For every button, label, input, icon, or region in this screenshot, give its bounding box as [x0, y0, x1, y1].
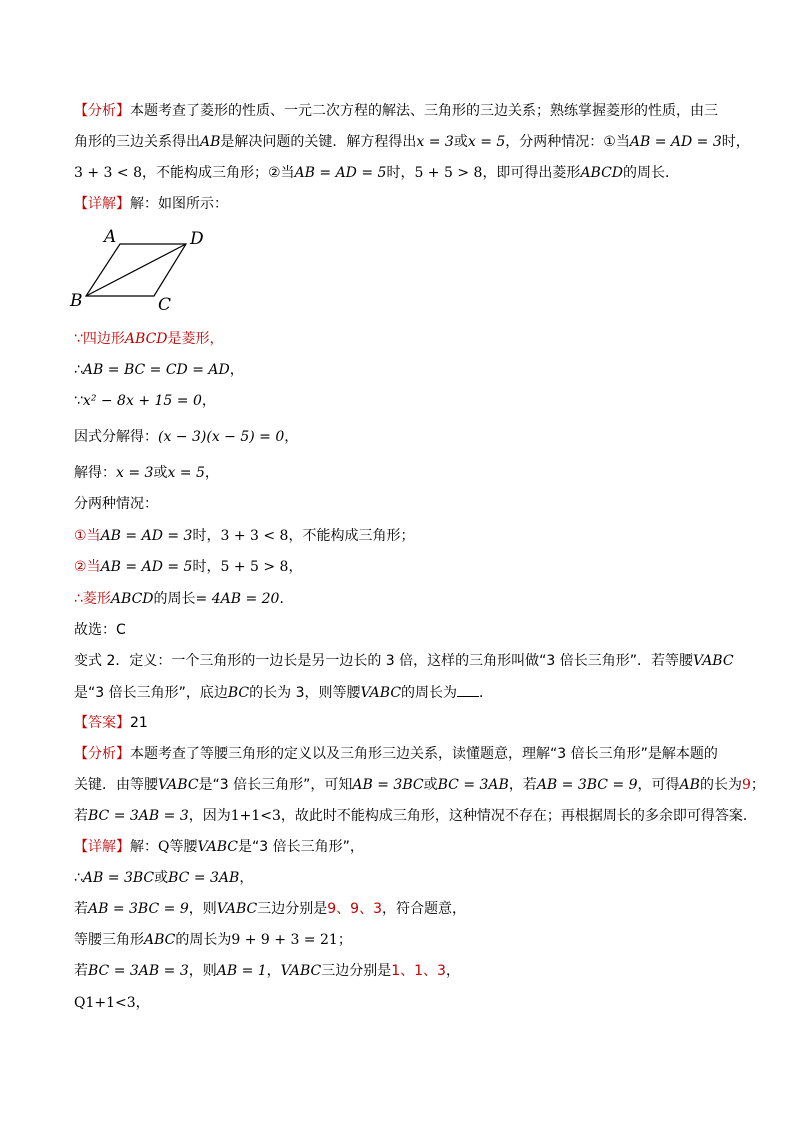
- sol1-line7: ①当AB = AD = 3时，3 + 3 < 8，不能构成三角形；: [74, 528, 415, 544]
- diagonal-bd: [86, 244, 186, 296]
- analysis2-line2: 关键．由等腰VABC是“3 倍长三角形”，可知AB = 3BC或BC = 3AB，若AB = 3BC = 9，可得AB的长为9；: [74, 777, 765, 793]
- answer-value: 21: [130, 715, 148, 731]
- sol1-answer-line: 故选：C: [74, 622, 126, 638]
- sol1-line6: 分两种情况：: [74, 496, 158, 512]
- analysis2-line1: 【分析】本题考查了等腰三角形的定义以及三角形三边关系，读懂题意，理解“3 倍长三角形”是解本题的: [74, 746, 718, 762]
- sol1-line8: ②当AB = AD = 5时，5 + 5 > 8，: [74, 559, 303, 575]
- variant2-line1: 变式 2．定义：一个三角形的一边长是另一边长的 3 倍，这样的三角形叫做“3 倍长三角形”．若等腰VABC: [74, 653, 734, 669]
- variant2-line2: 是“3 倍长三角形”，底边BC的长为 3，则等腰VABC的周长为 ．: [74, 682, 493, 703]
- vertex-label-c: C: [158, 295, 172, 315]
- detail2-line3: 若AB = 3BC = 9，则VABC三边分别是9、9、3，符合题意，: [74, 901, 466, 917]
- sol1-line2: ∴AB = BC = CD = AD，: [74, 362, 244, 378]
- analysis2-line3: 若BC = 3AB = 3，因为1+1<3，故此时不能构成三角形，这种情况不存在；再根据周长的多余即可得答案．: [74, 808, 757, 824]
- sol1-line4: 因式分解得：(x − 3)(x − 5) = 0，: [74, 429, 299, 445]
- vertex-label-b: B: [70, 291, 83, 311]
- detail2-line1: 【详解】解：Q等腰VABC是“3 倍长三角形”，: [74, 839, 364, 855]
- analysis1-line1: 【分析】本题考查了菱形的性质、一元二次方程的解法、三角形的三边关系；熟练掌握菱形的性质，由三: [74, 103, 718, 119]
- detail-tag: 【详解】: [74, 196, 130, 212]
- sol1-line9: ∴菱形ABCD的周长= 4AB = 20．: [74, 591, 294, 607]
- detail2-line6: Q1+1<3，: [74, 995, 150, 1011]
- sol1-line5: 解得：x = 3或x = 5，: [74, 465, 219, 481]
- sol1-line3: ∵x² − 8x + 15 = 0，: [74, 393, 216, 409]
- vertex-label-a: A: [104, 227, 117, 247]
- detail2-line5: 若BC = 3AB = 3，则AB = 1，VABC三边分别是1、1、3，: [74, 963, 460, 979]
- analysis1-line2: 角形的三边关系得出AB是解决问题的关键．解方程得出x = 3或x = 5，分两种情况：①当AB = AD = 3时，: [74, 134, 750, 150]
- rhombus-figure: [66, 226, 206, 318]
- detail2-line2: ∴AB = 3BC或BC = 3AB，: [74, 870, 254, 886]
- detail2-line4: 等腰三角形ABC的周长为9 + 9 + 3 = 21；: [74, 932, 352, 948]
- answer-blank: [457, 682, 479, 697]
- analysis1-line3: 3 + 3 < 8，不能构成三角形；②当AB = AD = 5时，5 + 5 > 8，即可得出菱形ABCD的周长．: [74, 165, 680, 181]
- sol1-line1: ∵四边形ABCD是菱形，: [74, 331, 224, 347]
- analysis-tag: 【分析】: [74, 103, 130, 119]
- detail1-line: 【详解】解：如图所示：: [74, 196, 228, 212]
- answer-line: [74, 713, 148, 733]
- answer-tag: 【答案】: [74, 715, 130, 731]
- vertex-label-d: D: [190, 229, 204, 249]
